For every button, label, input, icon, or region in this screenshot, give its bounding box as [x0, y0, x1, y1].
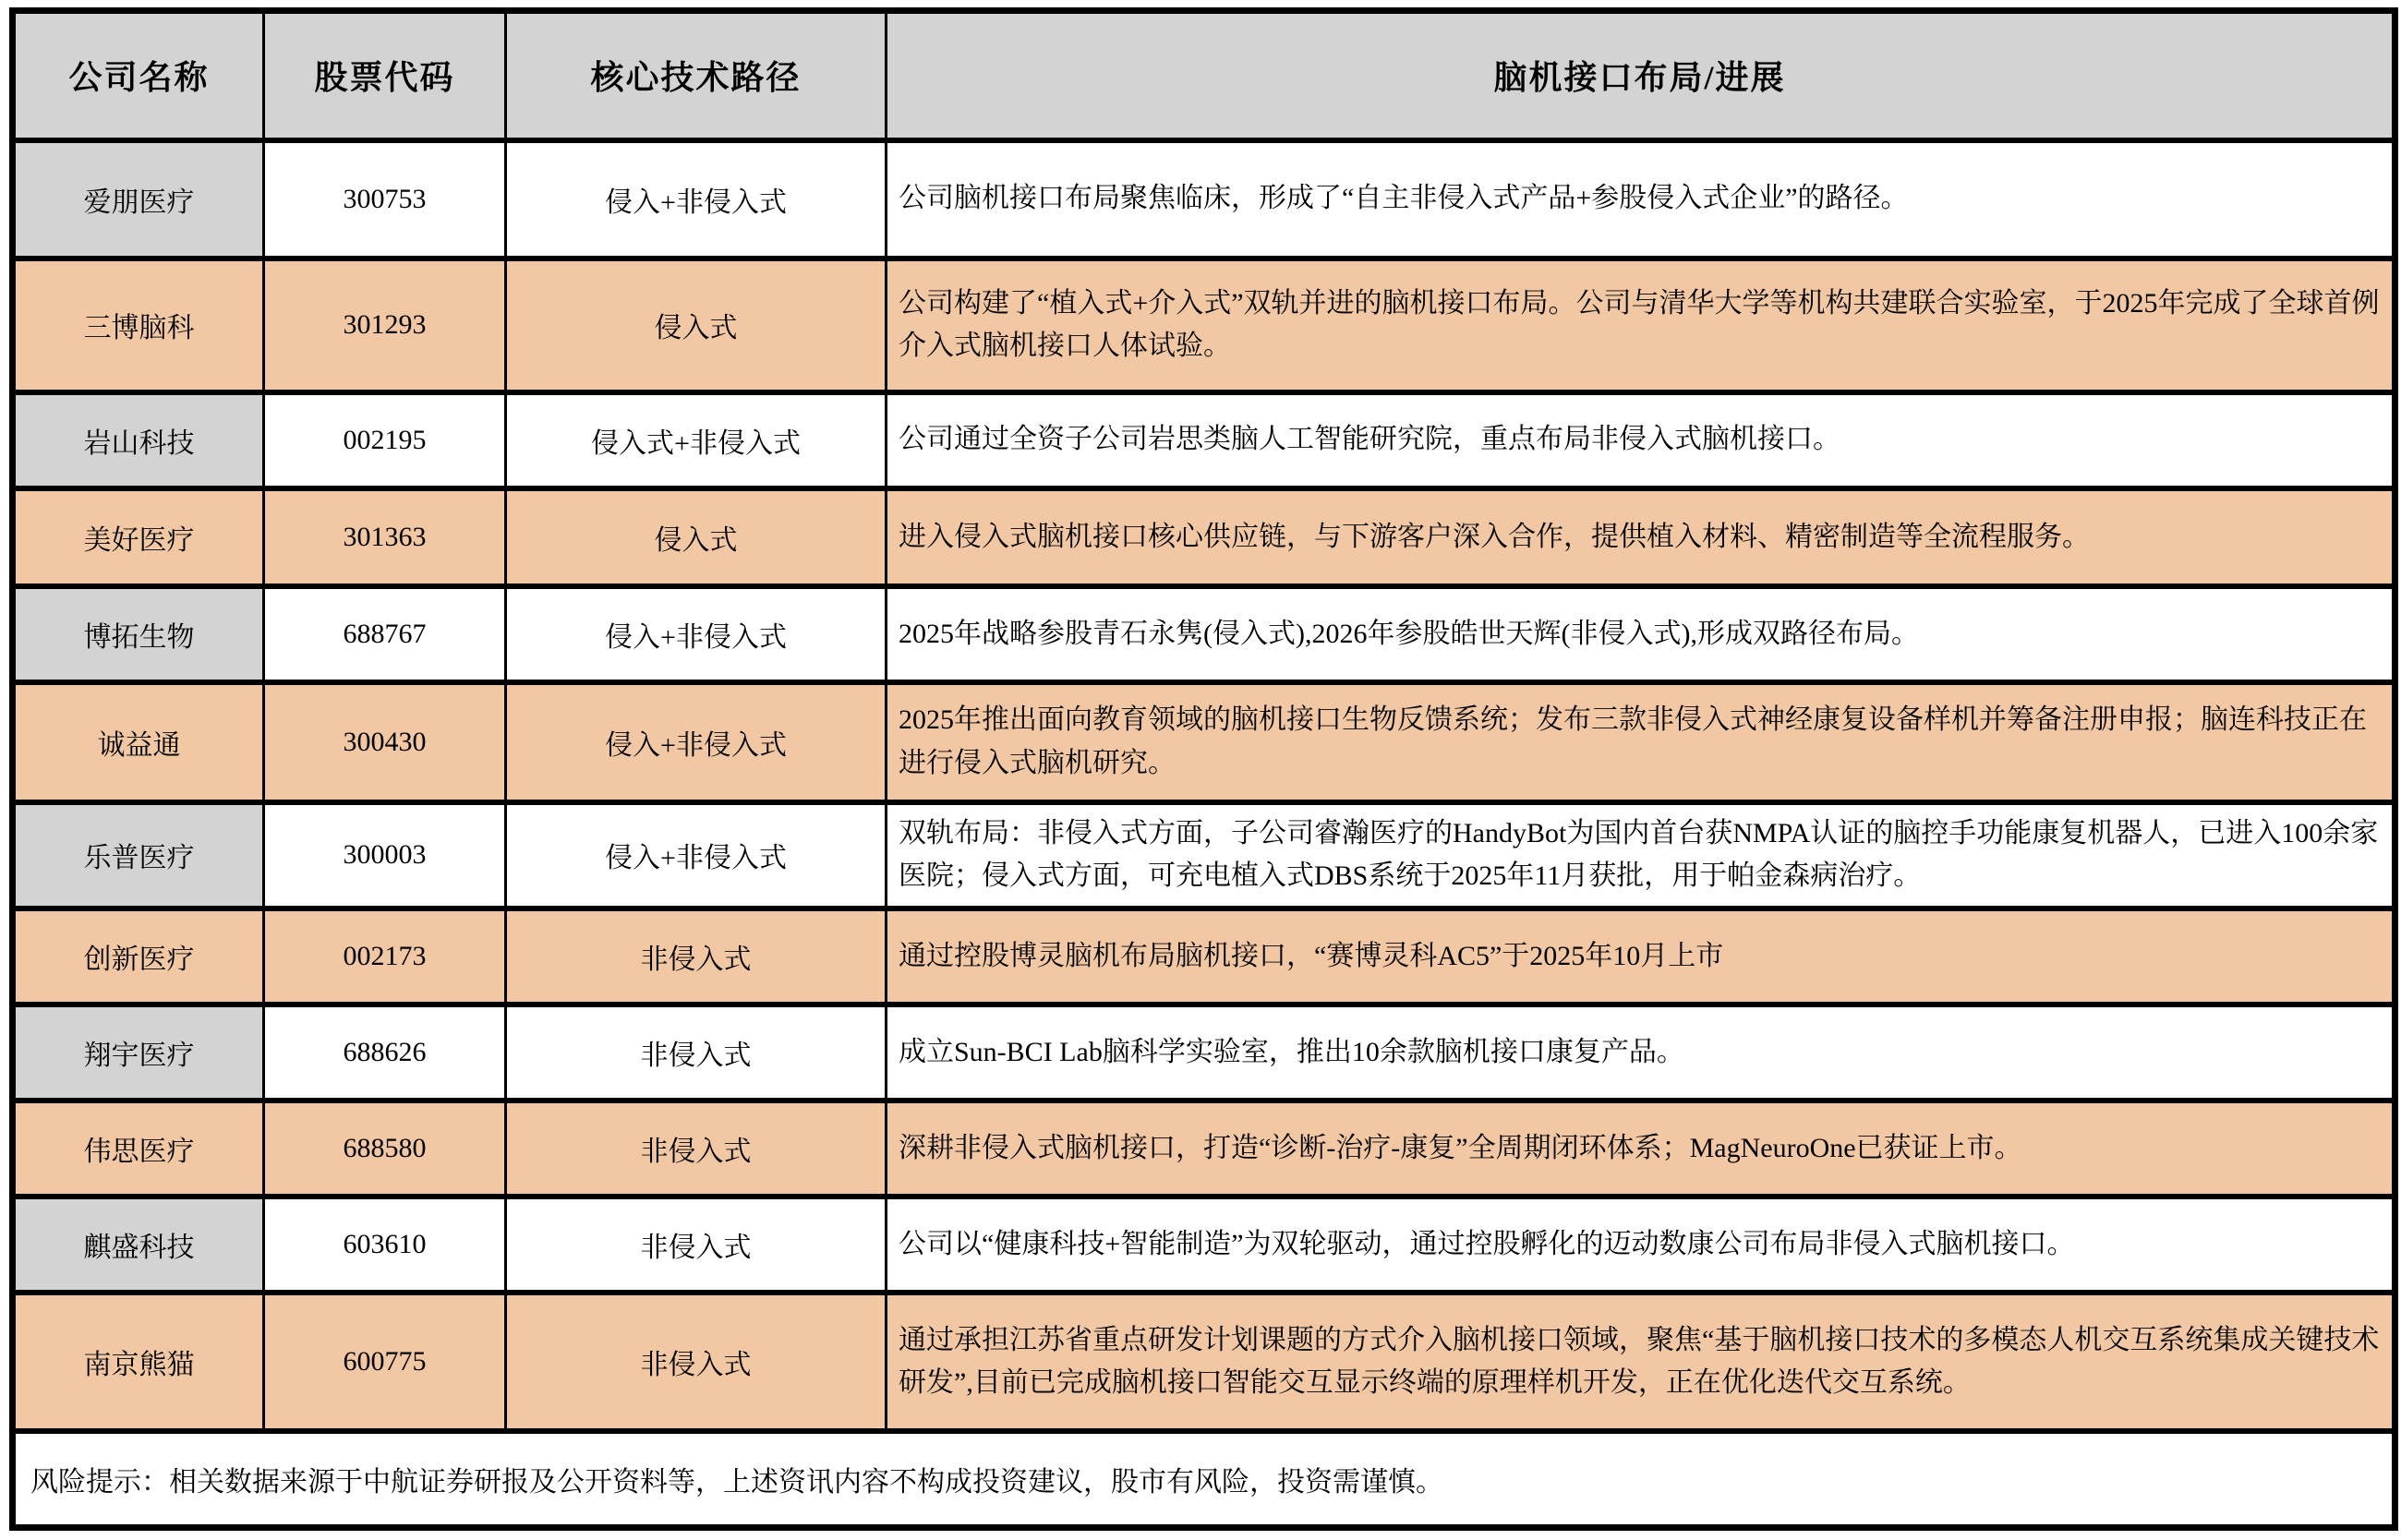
tech-path-cell: 侵入式 [506, 488, 887, 586]
stock-code-cell: 603610 [264, 1197, 506, 1293]
table-row [13, 259, 2395, 392]
company-name-cell: 伟思医疗 [13, 1101, 264, 1197]
tech-path-cell: 非侵入式 [506, 1293, 887, 1431]
progress-cell: 2025年推出面向教育领域的脑机接口生物反馈系统；发布三款非侵入式神经康复设备样机并筹备注册申报；脑连科技正在进行侵入式脑机研究。 [887, 682, 2395, 802]
tech-path-cell: 侵入式+非侵入式 [506, 392, 887, 488]
tech-path-cell: 非侵入式 [506, 1197, 887, 1293]
progress-cell: 通过承担江苏省重点研发计划课题的方式介入脑机接口领域，聚焦“基于脑机接口技术的多模态人机交互系统集成关键技术研发”,目前已完成脑机接口智能交互显示终端的原理样机开发，正在优化迭代交互系统。 [887, 1293, 2395, 1431]
company-name-cell: 乐普医疗 [13, 802, 264, 908]
bci-companies-table [9, 7, 2398, 1531]
stock-code-cell: 688767 [264, 586, 506, 682]
table-row [13, 802, 2395, 908]
progress-cell: 公司脑机接口布局聚焦临床，形成了“自主非侵入式产品+参股侵入式企业”的路径。 [887, 140, 2395, 259]
table-row [13, 586, 2395, 682]
stock-code-cell: 300430 [264, 682, 506, 802]
tech-path-cell: 侵入+非侵入式 [506, 802, 887, 908]
company-name-cell: 翔宇医疗 [13, 1005, 264, 1101]
stock-code-cell: 688626 [264, 1005, 506, 1101]
stock-code-cell: 688580 [264, 1101, 506, 1197]
header-stock-code: 股票代码 [264, 11, 506, 140]
progress-cell: 通过控股博灵脑机布局脑机接口，“赛博灵科AC5”于2025年10月上市 [887, 908, 2395, 1005]
table-row [13, 140, 2395, 259]
company-name-cell: 岩山科技 [13, 392, 264, 488]
tech-path-cell: 非侵入式 [506, 1005, 887, 1101]
tech-path-cell: 非侵入式 [506, 908, 887, 1005]
header-row [13, 11, 2395, 140]
header-company-name: 公司名称 [13, 11, 264, 140]
table-row [13, 682, 2395, 802]
footer-row [13, 1431, 2395, 1527]
progress-cell: 深耕非侵入式脑机接口，打造“诊断-治疗-康复”全周期闭环体系；MagNeuroOne已获证上市。 [887, 1101, 2395, 1197]
stock-code-cell: 002173 [264, 908, 506, 1005]
table-row [13, 488, 2395, 586]
stock-code-cell: 301363 [264, 488, 506, 586]
stock-code-cell: 301293 [264, 259, 506, 392]
progress-cell: 公司通过全资子公司岩思类脑人工智能研究院，重点布局非侵入式脑机接口。 [887, 392, 2395, 488]
stock-code-cell: 002195 [264, 392, 506, 488]
company-name-cell: 爱朋医疗 [13, 140, 264, 259]
table-row [13, 1005, 2395, 1101]
stock-code-cell: 600775 [264, 1293, 506, 1431]
tech-path-cell: 侵入+非侵入式 [506, 682, 887, 802]
company-name-cell: 南京熊猫 [13, 1293, 264, 1431]
company-name-cell: 三博脑科 [13, 259, 264, 392]
company-name-cell: 美好医疗 [13, 488, 264, 586]
company-name-cell: 博拓生物 [13, 586, 264, 682]
header-tech-path: 核心技术路径 [506, 11, 887, 140]
stock-code-cell: 300003 [264, 802, 506, 908]
progress-cell: 进入侵入式脑机接口核心供应链，与下游客户深入合作，提供植入材料、精密制造等全流程服务。 [887, 488, 2395, 586]
progress-cell: 2025年战略参股青石永隽(侵入式),2026年参股皓世天辉(非侵入式),形成双路径布局。 [887, 586, 2395, 682]
risk-disclaimer: 风险提示：相关数据来源于中航证券研报及公开资料等，上述资讯内容不构成投资建议，股市有风险，投资需谨慎。 [13, 1431, 2395, 1527]
tech-path-cell: 侵入+非侵入式 [506, 140, 887, 259]
progress-cell: 成立Sun-BCI Lab脑科学实验室，推出10余款脑机接口康复产品。 [887, 1005, 2395, 1101]
table-row [13, 1101, 2395, 1197]
table-row [13, 392, 2395, 488]
table-row [13, 1197, 2395, 1293]
company-name-cell: 麒盛科技 [13, 1197, 264, 1293]
table-row [13, 908, 2395, 1005]
table-row [13, 1293, 2395, 1431]
tech-path-cell: 侵入式 [506, 259, 887, 392]
tech-path-cell: 非侵入式 [506, 1101, 887, 1197]
header-progress: 脑机接口布局/进展 [887, 11, 2395, 140]
progress-cell: 双轨布局：非侵入式方面，子公司睿瀚医疗的HandyBot为国内首台获NMPA认证的脑控手功能康复机器人，已进入100余家医院；侵入式方面，可充电植入式DBS系统于2025年11月获批，用于帕金森病治疗。 [887, 802, 2395, 908]
tech-path-cell: 侵入+非侵入式 [506, 586, 887, 682]
company-name-cell: 诚益通 [13, 682, 264, 802]
stock-code-cell: 300753 [264, 140, 506, 259]
company-name-cell: 创新医疗 [13, 908, 264, 1005]
progress-cell: 公司以“健康科技+智能制造”为双轮驱动，通过控股孵化的迈动数康公司布局非侵入式脑机接口。 [887, 1197, 2395, 1293]
progress-cell: 公司构建了“植入式+介入式”双轨并进的脑机接口布局。公司与清华大学等机构共建联合实验室，于2025年完成了全球首例介入式脑机接口人体试验。 [887, 259, 2395, 392]
